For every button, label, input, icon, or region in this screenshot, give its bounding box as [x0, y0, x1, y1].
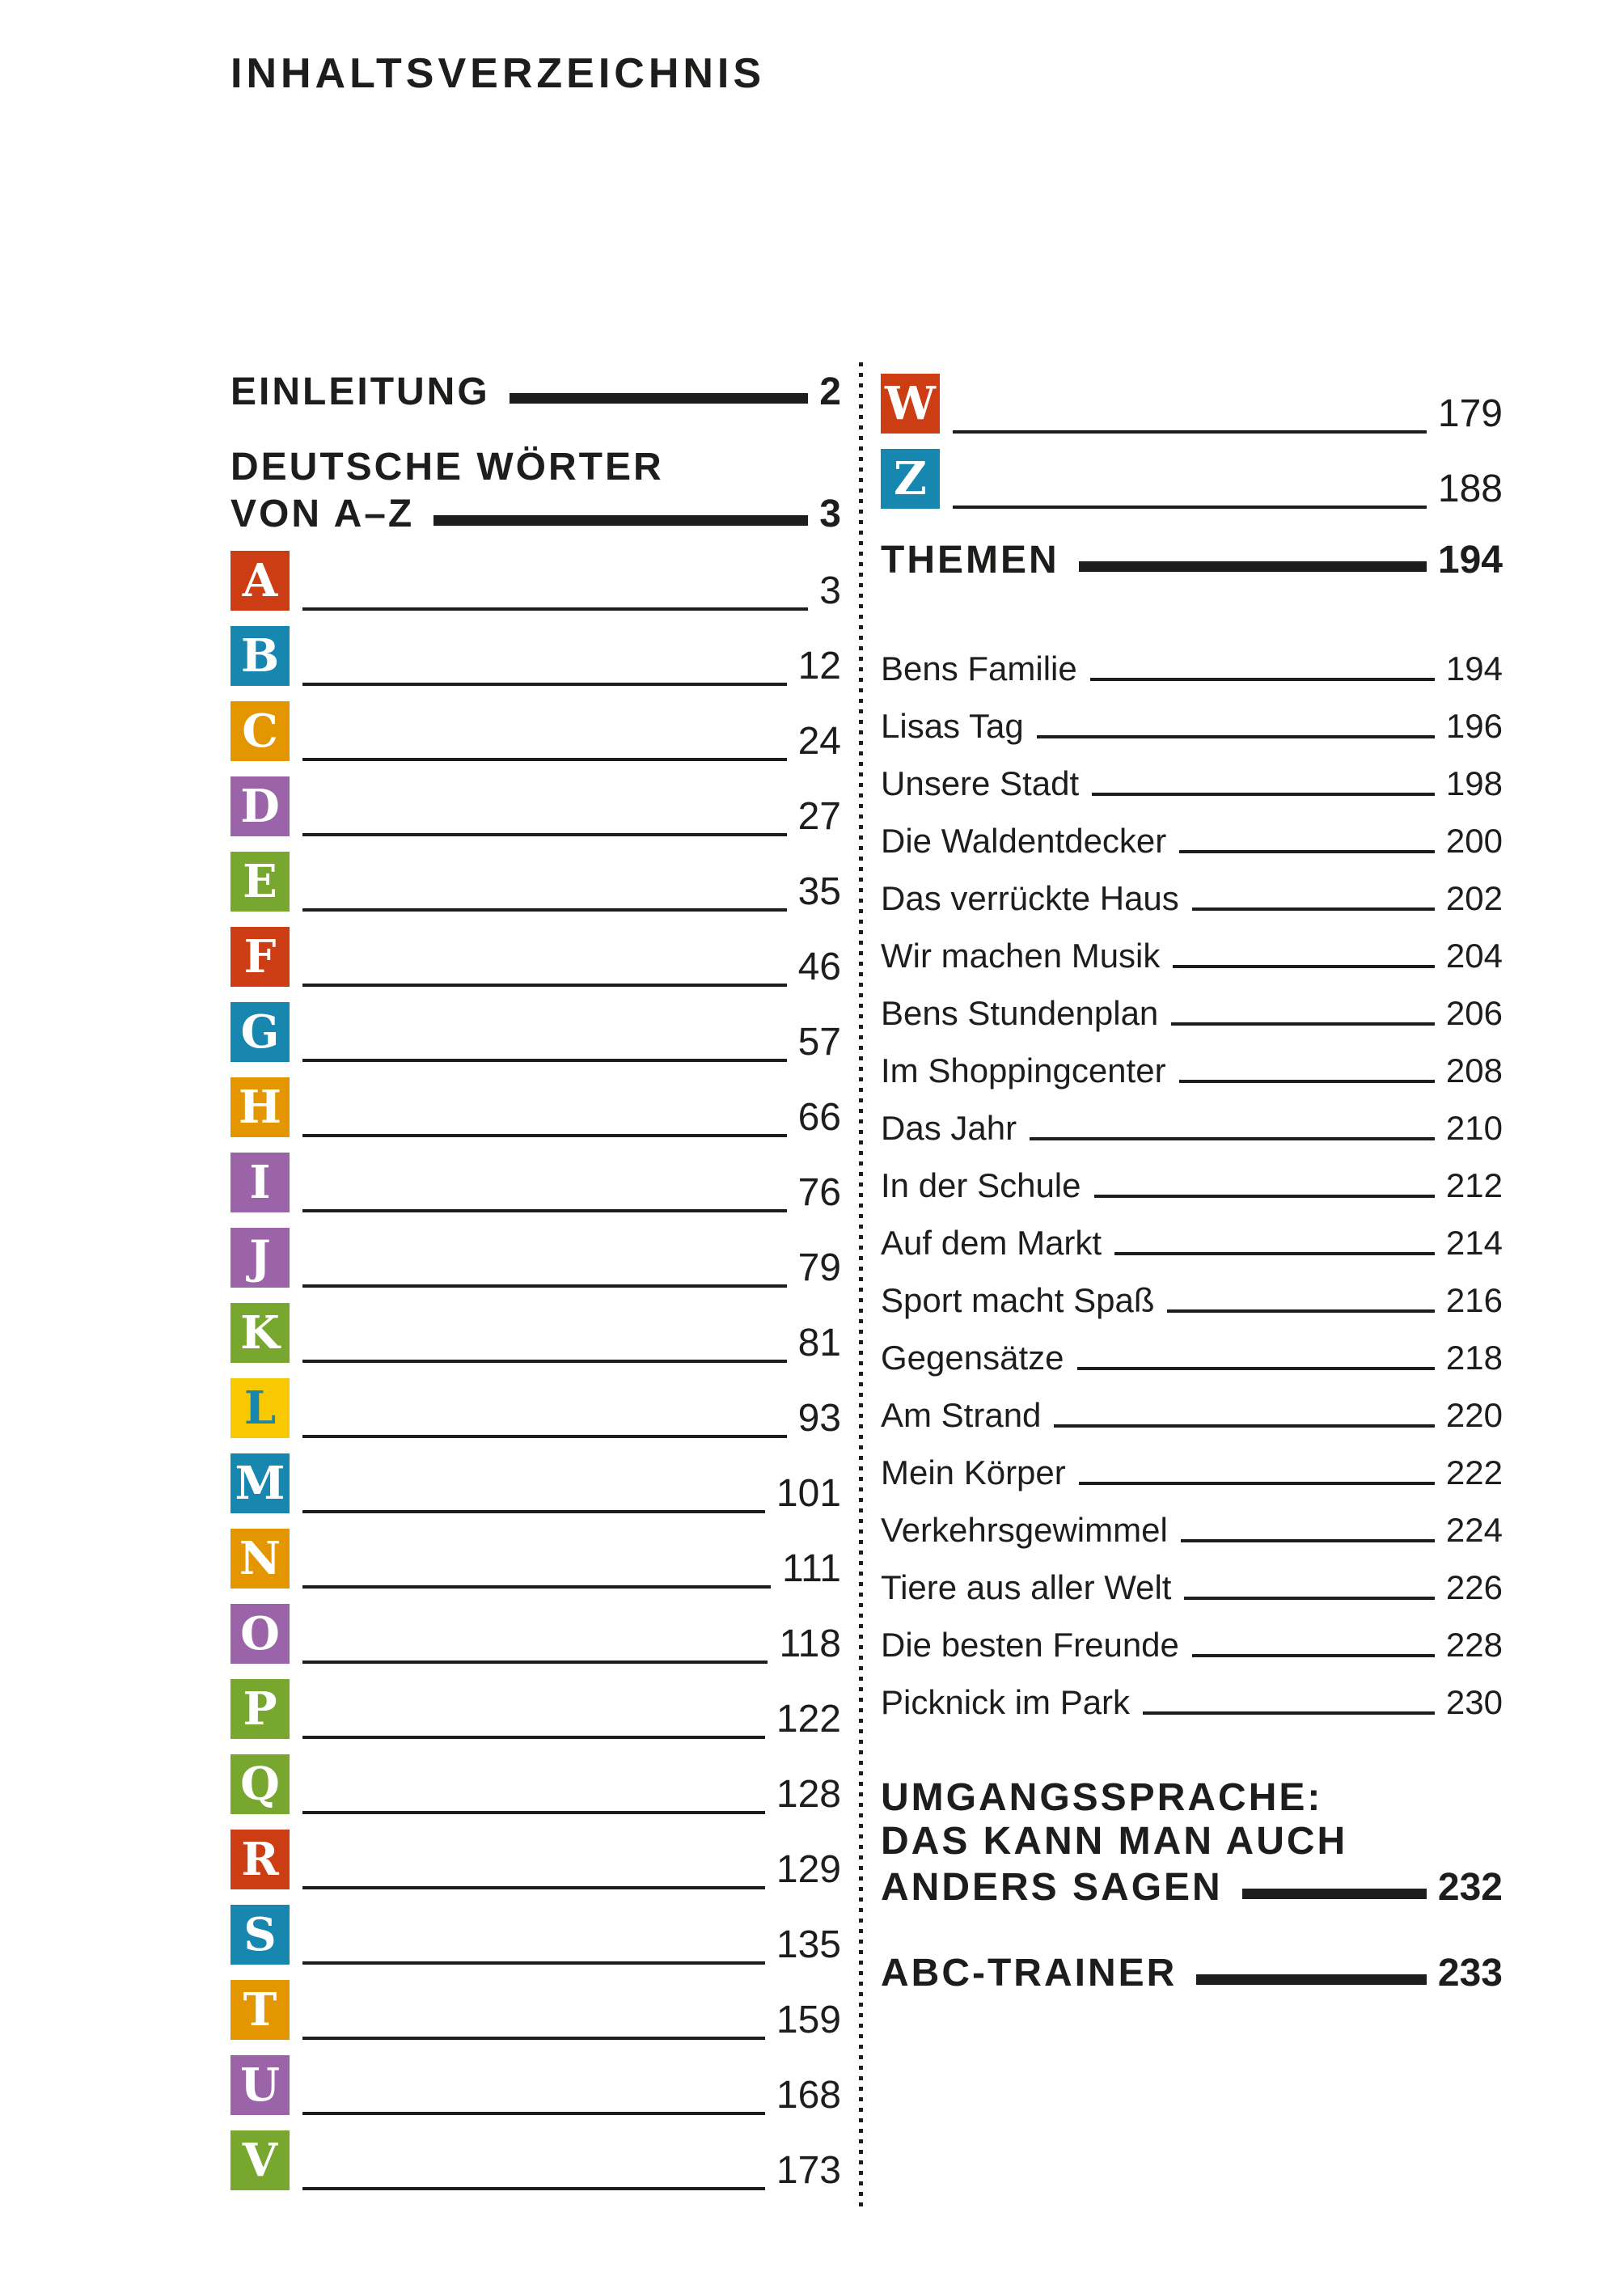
letter-index-right [881, 358, 1503, 509]
leader-line [1037, 735, 1435, 738]
leader-line [1077, 1367, 1435, 1370]
theme-label: Die besten Freunde [881, 1626, 1179, 1664]
letter-index-left [230, 535, 841, 2190]
letter-glyph-Z: Z [894, 452, 927, 506]
leader-line [302, 833, 787, 836]
page-number: 196 [1445, 707, 1503, 745]
leader-line [302, 607, 808, 611]
leader-line [302, 1435, 787, 1438]
toc-theme-row [881, 686, 1503, 743]
leader-line [1079, 561, 1427, 572]
toc-theme-row [881, 1605, 1503, 1662]
leader-line [1030, 1137, 1435, 1140]
toc-letter-row-A [230, 535, 841, 611]
page-number: 224 [1445, 1511, 1503, 1549]
woerter-row [230, 495, 841, 534]
page-number: 118 [779, 1622, 841, 1665]
theme-label: Wir machen Musik [881, 937, 1161, 975]
toc-theme-row [881, 628, 1503, 686]
letter-tile-F [230, 927, 290, 987]
letter-tile-D [230, 776, 290, 836]
page-number: 173 [776, 2149, 841, 2192]
letter-tile-N [230, 1529, 290, 1589]
letter-glyph-U: U [240, 2058, 280, 2112]
letter-glyph-V: V [242, 2134, 278, 2187]
toc-letter-row-B [230, 611, 841, 686]
toc-letter-row-M [230, 1438, 841, 1513]
toc-letter-row-P [230, 1664, 841, 1739]
letter-tile-S [230, 1905, 290, 1965]
toc-right-column [881, 358, 1503, 1993]
toc-letter-row-C [230, 686, 841, 761]
column-divider-dotted [859, 362, 863, 2206]
woerter-page-number: 3 [819, 493, 841, 535]
toc-theme-row [881, 1203, 1503, 1260]
toc-entry-abc-trainer [881, 1954, 1503, 1993]
theme-label: Bens Familie [881, 649, 1077, 687]
leader-line [1079, 1482, 1435, 1485]
page-number: 159 [776, 1999, 841, 2041]
letter-glyph-T: T [243, 1983, 277, 2037]
umgang-line-2: DAS KANN MAN AUCH [881, 1820, 1348, 1863]
toc-theme-row [881, 1145, 1503, 1203]
toc-letter-row-I [230, 1137, 841, 1212]
toc-theme-row [881, 1030, 1503, 1088]
umgang-page-number: 232 [1437, 1866, 1503, 1909]
letter-tile-P [230, 1679, 290, 1739]
page-number: 12 [797, 645, 841, 687]
theme-label: Die Waldentdecker [881, 822, 1167, 860]
leader-line [302, 908, 787, 912]
theme-label: Am Strand [881, 1396, 1042, 1434]
page-number: 66 [797, 1096, 841, 1139]
letter-tile-I [230, 1153, 290, 1212]
leader-line [302, 1059, 787, 1062]
leader-line [1171, 1022, 1435, 1026]
theme-label: Das verrückte Haus [881, 879, 1179, 917]
toc-letter-row-U [230, 2040, 841, 2115]
toc-letter-row-K [230, 1288, 841, 1363]
letter-tile-L [230, 1378, 290, 1438]
letter-glyph-O: O [240, 1607, 280, 1661]
page-number: 27 [797, 795, 841, 838]
page-number: 220 [1445, 1396, 1503, 1434]
page-number: 206 [1445, 994, 1503, 1032]
letter-tile-Q [230, 1754, 290, 1814]
page-number: 214 [1445, 1224, 1503, 1262]
page-number: 35 [797, 870, 841, 913]
theme-label: Lisas Tag [881, 707, 1024, 745]
leader-line [1179, 850, 1435, 853]
leader-line [1092, 793, 1435, 796]
toc-entry-deutsche-woerter [230, 448, 841, 534]
page-number: 222 [1445, 1453, 1503, 1491]
letter-glyph-I: I [249, 1156, 271, 1209]
toc-theme-row [881, 1318, 1503, 1375]
letter-glyph-F: F [243, 930, 277, 984]
letter-glyph-J: J [249, 1231, 271, 1284]
leader-line [953, 430, 1427, 434]
letter-glyph-D: D [240, 780, 280, 833]
page-number: 81 [797, 1322, 841, 1364]
page-number: 226 [1445, 1568, 1503, 1606]
theme-label: Sport macht Spaß [881, 1281, 1155, 1319]
letter-tile-Z [881, 449, 940, 509]
leader-line [302, 2187, 765, 2190]
page-number: 216 [1445, 1281, 1503, 1319]
toc-letter-row-G [230, 987, 841, 1062]
theme-label: Bens Stundenplan [881, 994, 1159, 1032]
letter-glyph-A: A [242, 554, 278, 607]
letter-tile-J [230, 1228, 290, 1288]
page-number: 46 [797, 946, 841, 988]
theme-label: Mein Körper [881, 1453, 1066, 1491]
umgang-line-1: UMGANGSSPRACHE: [881, 1776, 1323, 1819]
einleitung-page-number: 2 [819, 370, 841, 413]
letter-glyph-G: G [240, 1005, 280, 1059]
page-number: 129 [776, 1848, 841, 1891]
toc-theme-row [881, 916, 1503, 973]
letter-glyph-E: E [243, 855, 277, 908]
toc-letter-row-L [230, 1363, 841, 1438]
toc-theme-row [881, 858, 1503, 916]
toc-letter-row-N [230, 1513, 841, 1589]
toc-theme-row [881, 1088, 1503, 1145]
page-number: 210 [1445, 1109, 1503, 1147]
theme-label: Verkehrsgewimmel [881, 1511, 1168, 1549]
letter-glyph-N: N [239, 1532, 281, 1585]
leader-line [1181, 1539, 1435, 1542]
toc-letter-row-R [230, 1814, 841, 1889]
toc-letter-row-H [230, 1062, 841, 1137]
page-number: 79 [797, 1246, 841, 1289]
page-number: 194 [1445, 649, 1503, 687]
letter-tile-K [230, 1303, 290, 1363]
letter-glyph-W: W [885, 377, 936, 430]
letter-tile-W [881, 374, 940, 434]
leader-line [302, 1510, 765, 1513]
leader-line [302, 758, 787, 761]
theme-label: Tiere aus aller Welt [881, 1568, 1172, 1606]
toc-letter-row-Z [881, 434, 1503, 509]
leader-line [1179, 1080, 1435, 1083]
letter-glyph-M: M [235, 1457, 285, 1510]
leader-line [302, 984, 787, 987]
leader-line [1094, 1195, 1435, 1198]
leader-line [1192, 1654, 1435, 1657]
leader-line [1242, 1889, 1427, 1899]
letter-tile-T [230, 1980, 290, 2040]
page-number: 208 [1445, 1051, 1503, 1089]
umgang-line-3: ANDERS SAGEN [881, 1866, 1223, 1909]
toc-theme-row [881, 1490, 1503, 1547]
toc-columns [230, 358, 1503, 2206]
letter-glyph-B: B [240, 629, 280, 683]
leader-line [1184, 1597, 1434, 1600]
leader-line [1090, 678, 1435, 681]
theme-label: Picknick im Park [881, 1683, 1131, 1721]
letter-tile-C [230, 701, 290, 761]
letter-tile-A [230, 551, 290, 611]
toc-entry-umgangssprache [881, 1776, 1503, 1907]
page-number: 135 [776, 1923, 841, 1966]
theme-label: In der Schule [881, 1166, 1081, 1204]
letter-glyph-S: S [243, 1908, 277, 1961]
toc-letter-row-D [230, 761, 841, 836]
page-title: INHALTSVERZEICHNIS [230, 50, 766, 97]
toc-theme-row [881, 1432, 1503, 1490]
letter-tile-B [230, 626, 290, 686]
toc-letter-row-E [230, 836, 841, 912]
einleitung-label: EINLEITUNG [230, 370, 490, 413]
letter-glyph-P: P [243, 1682, 277, 1736]
toc-theme-row [881, 1547, 1503, 1605]
page-number: 188 [1437, 467, 1503, 510]
page-number: 200 [1445, 822, 1503, 860]
leader-line [953, 506, 1427, 509]
leader-line [1114, 1252, 1435, 1255]
letter-tile-H [230, 1077, 290, 1137]
leader-line [302, 1209, 787, 1212]
toc-theme-row [881, 1260, 1503, 1318]
letter-glyph-K: K [240, 1306, 280, 1360]
abc-trainer-page-number: 233 [1437, 1952, 1503, 1995]
abc-trainer-label: ABC-TRAINER [881, 1952, 1178, 1995]
toc-letter-row-T [230, 1965, 841, 2040]
leader-line [302, 1360, 787, 1363]
letter-tile-O [230, 1604, 290, 1664]
letter-tile-G [230, 1002, 290, 1062]
page-number: 198 [1445, 764, 1503, 802]
theme-label: Gegensätze [881, 1339, 1064, 1377]
letter-glyph-C: C [242, 704, 278, 758]
page-number: 101 [776, 1472, 841, 1515]
page-number: 111 [782, 1547, 841, 1590]
toc-theme-row [881, 743, 1503, 801]
themen-label: THEMEN [881, 539, 1059, 582]
page-number: 122 [776, 1698, 841, 1741]
toc-letter-row-V [230, 2115, 841, 2190]
page-number: 76 [797, 1171, 841, 1214]
leader-line [302, 1886, 765, 1889]
theme-label: Im Shoppingcenter [881, 1051, 1166, 1089]
woerter-label-line2: VON A–Z [230, 493, 415, 535]
letter-glyph-H: H [239, 1081, 281, 1134]
page-number: 230 [1445, 1683, 1503, 1721]
leader-line [302, 1961, 765, 1965]
page-number: 93 [797, 1397, 841, 1440]
toc-entry-einleitung [230, 370, 841, 413]
themes-list [881, 628, 1503, 1720]
leader-line [302, 1585, 771, 1589]
page-number: 3 [819, 569, 841, 612]
leader-line [302, 1284, 787, 1288]
leader-line [302, 1134, 787, 1137]
letter-glyph-R: R [241, 1833, 279, 1886]
page-number: 179 [1437, 392, 1503, 435]
letter-tile-U [230, 2055, 290, 2115]
leader-line [1143, 1711, 1435, 1715]
umgang-row [881, 1868, 1503, 1907]
letter-glyph-Q: Q [240, 1758, 280, 1811]
leader-line [1173, 965, 1435, 968]
page-number: 202 [1445, 879, 1503, 917]
toc-theme-row [881, 801, 1503, 858]
letter-tile-V [230, 2130, 290, 2190]
page-number: 128 [776, 1773, 841, 1816]
leader-line [1054, 1424, 1435, 1428]
leader-line [302, 2112, 765, 2115]
toc-letter-row-W [881, 358, 1503, 434]
leader-line [1196, 1974, 1427, 1985]
letter-tile-R [230, 1830, 290, 1889]
leader-line [1192, 907, 1435, 911]
leader-line [302, 1811, 765, 1814]
page-number: 218 [1445, 1339, 1503, 1377]
toc-letter-row-J [230, 1212, 841, 1288]
page-number: 204 [1445, 937, 1503, 975]
page-number: 24 [797, 720, 841, 763]
theme-label: Das Jahr [881, 1109, 1017, 1147]
theme-label: Unsere Stadt [881, 764, 1080, 802]
toc-letter-row-S [230, 1889, 841, 1965]
leader-line [302, 2037, 765, 2040]
leader-line [510, 393, 809, 404]
letter-tile-E [230, 852, 290, 912]
toc-theme-row [881, 1662, 1503, 1720]
woerter-label-line1: DEUTSCHE WÖRTER [230, 446, 664, 489]
leader-line [302, 1736, 765, 1739]
page-number: 168 [776, 2074, 841, 2117]
page-number: 228 [1445, 1626, 1503, 1664]
toc-left-column [230, 358, 841, 2190]
toc-letter-row-Q [230, 1739, 841, 1814]
toc-letter-row-O [230, 1589, 841, 1664]
toc-theme-row [881, 973, 1503, 1030]
toc-theme-row [881, 1375, 1503, 1432]
leader-line [433, 515, 808, 526]
toc-entry-themen [881, 541, 1503, 580]
letter-glyph-L: L [243, 1381, 277, 1435]
toc-letter-row-F [230, 912, 841, 987]
letter-tile-M [230, 1453, 290, 1513]
theme-label: Auf dem Markt [881, 1224, 1102, 1262]
page-number: 212 [1445, 1166, 1503, 1204]
themen-page-number: 194 [1437, 539, 1503, 582]
page-number: 57 [797, 1021, 841, 1064]
leader-line [1167, 1309, 1434, 1313]
leader-line [302, 1661, 768, 1664]
leader-line [302, 683, 787, 686]
